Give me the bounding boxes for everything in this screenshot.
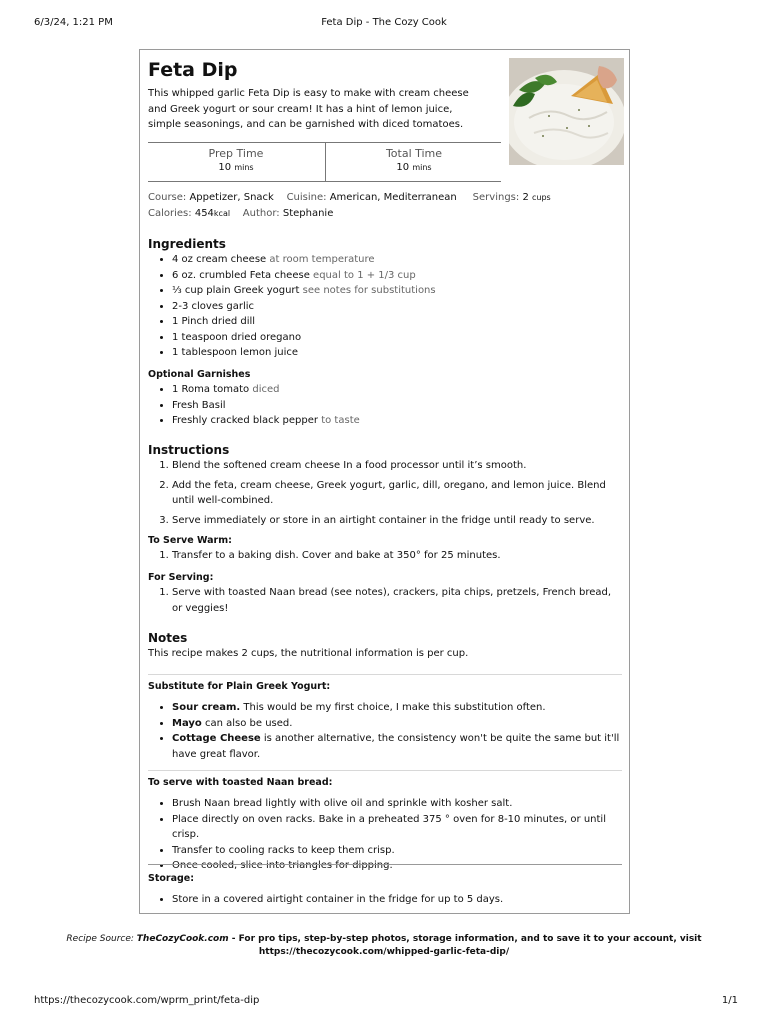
page-number: 1/1 [721,995,738,1006]
print-url: https://thecozycook.com/wprm_print/feta-dip [34,995,260,1006]
garnish-list [148,382,622,429]
substitute-section [148,680,622,762]
naan-step: • Transfer to cooling racks to keep them crisp. [172,843,622,859]
serving-heading: For Serving: [148,572,214,583]
instruction-step: 1. Blend the softened cream cheese In a food processor until it’s smooth. [172,458,622,474]
notes-intro: This recipe makes 2 cups, the nutritional information is per cup. [148,648,469,659]
source-url-link[interactable]: https://thecozycook.com/whipped-garlic-feta-dip/ [258,947,510,957]
naan-step: • Brush Naan bread lightly with olive oil and sprinkle with kosher salt. [172,796,622,812]
garnish-item: • Fresh Basil [172,398,622,414]
storage-section [148,872,622,908]
author: Stephanie [282,208,334,219]
ingredient-item: • ⅓ cup plain Greek yogurt see notes for substitutions [172,283,622,299]
ingredients-section [148,236,622,361]
prep-time-label: Prep Time [208,147,264,160]
meta-row-2: Calories: 454kcal Author: Stephanie [148,208,334,219]
calories: 454 [194,208,214,219]
substitute-item: • Cottage Cheese is another alternative, the consistency won't be quite the same but it'll have great flavor. [172,731,622,762]
instructions-section [148,442,622,532]
divider [148,674,622,675]
servings: 2 [522,192,529,203]
total-time-label: Total Time [385,147,443,160]
ingredient-item: • 4 oz cream cheese at room temperature [172,252,622,268]
recipe-title: Feta Dip [148,59,238,81]
warm-heading: To Serve Warm: [148,535,232,546]
instructions-list [148,458,622,528]
divider [148,770,622,771]
notes-heading: Notes [148,631,188,645]
ingredient-item: • 2-3 cloves garlic [172,299,622,315]
serving-section [148,571,622,616]
course: Appetizer, Snack [189,192,274,203]
recipe-summary: This whipped garlic Feta Dip is easy to make with cream cheese and Greek yogurt or sour cream! It has a hint of lemon juice, simple seasonings, and can be garnished with diced tomatoes. [148,88,469,130]
prep-time-value: 10 mins [218,162,254,173]
meta-row-1: Course: Appetizer, Snack Cuisine: American, Mediterranean Servings: 2 cups [148,192,551,203]
divider [148,864,622,865]
warm-list [148,548,622,564]
times-box [148,142,501,182]
recipe-card [139,49,630,914]
recipe-meta [148,190,551,222]
cuisine: American, Mediterranean [329,192,457,203]
garnish-section [148,368,622,429]
naan-step: • Once cooled, slice into triangles for dipping. [172,858,622,874]
garnish-heading: Optional Garnishes [148,369,251,380]
instructions-heading: Instructions [148,443,230,457]
warm-section [148,534,622,564]
naan-step: • Place directly on oven racks. Bake in a preheated 375 ° oven for 8-10 minutes, or until crisp. [172,812,622,843]
recipe-photo [509,58,624,165]
ingredients-heading: Ingredients [148,237,226,251]
substitute-item: • Sour cream. This would be my first choice, I make this substitution often. [172,700,622,716]
print-title: Feta Dip - The Cozy Cook [321,17,447,28]
garnish-item: • Freshly cracked black pepper to taste [172,413,622,429]
serving-list [148,585,622,616]
ingredient-item: • 1 teaspoon dried oregano [172,330,622,346]
instruction-step: 2. Add the feta, cream cheese, Greek yogurt, garlic, dill, oregano, and lemon juice. Blend until well-combined. [172,478,622,509]
prep-time [148,143,324,181]
naan-heading: To serve with toasted Naan bread: [148,777,333,788]
substitute-list [148,700,622,762]
garnish-item: • 1 Roma tomato diced [172,382,622,398]
warm-step: 1. Transfer to a baking dish. Cover and bake at 350° for 25 minutes. [172,548,622,564]
storage-heading: Storage: [148,873,195,884]
substitute-item: • Mayo can also be used. [172,716,622,732]
print-date: 6/3/24, 1:21 PM [34,17,113,28]
ingredient-item: • 1 Pinch dried dill [172,314,622,330]
recipe-source: Recipe Source: TheCozyCook.com - For pro tips, step-by-step photos, storage information, and to save it to your account, visit https://thecozycook.com/whipped-garlic-feta-dip/ [66,934,702,957]
naan-section [148,776,622,874]
ingredient-item: • 1 tablespoon lemon juice [172,345,622,361]
substitute-heading: Substitute for Plain Greek Yogurt: [148,681,331,692]
ingredients-list [148,252,622,361]
naan-list [148,796,622,874]
storage-step: • Store in a covered airtight container in the fridge for up to 5 days. [172,892,622,908]
serving-step: 1. Serve with toasted Naan bread (see notes), crackers, pita chips, pretzels, French bread, or veggies! [172,585,622,616]
print-header [0,17,768,31]
total-time-value: 10 mins [396,162,432,173]
source-site-link[interactable]: TheCozyCook.com [136,934,229,944]
total-time [325,143,502,181]
ingredient-item: • 6 oz. crumbled Feta cheese equal to 1 + 1/3 cup [172,268,622,284]
storage-list [148,892,622,908]
instruction-step: 3. Serve immediately or store in an airtight container in the fridge until ready to serve. [172,513,622,529]
notes-section [148,630,622,662]
